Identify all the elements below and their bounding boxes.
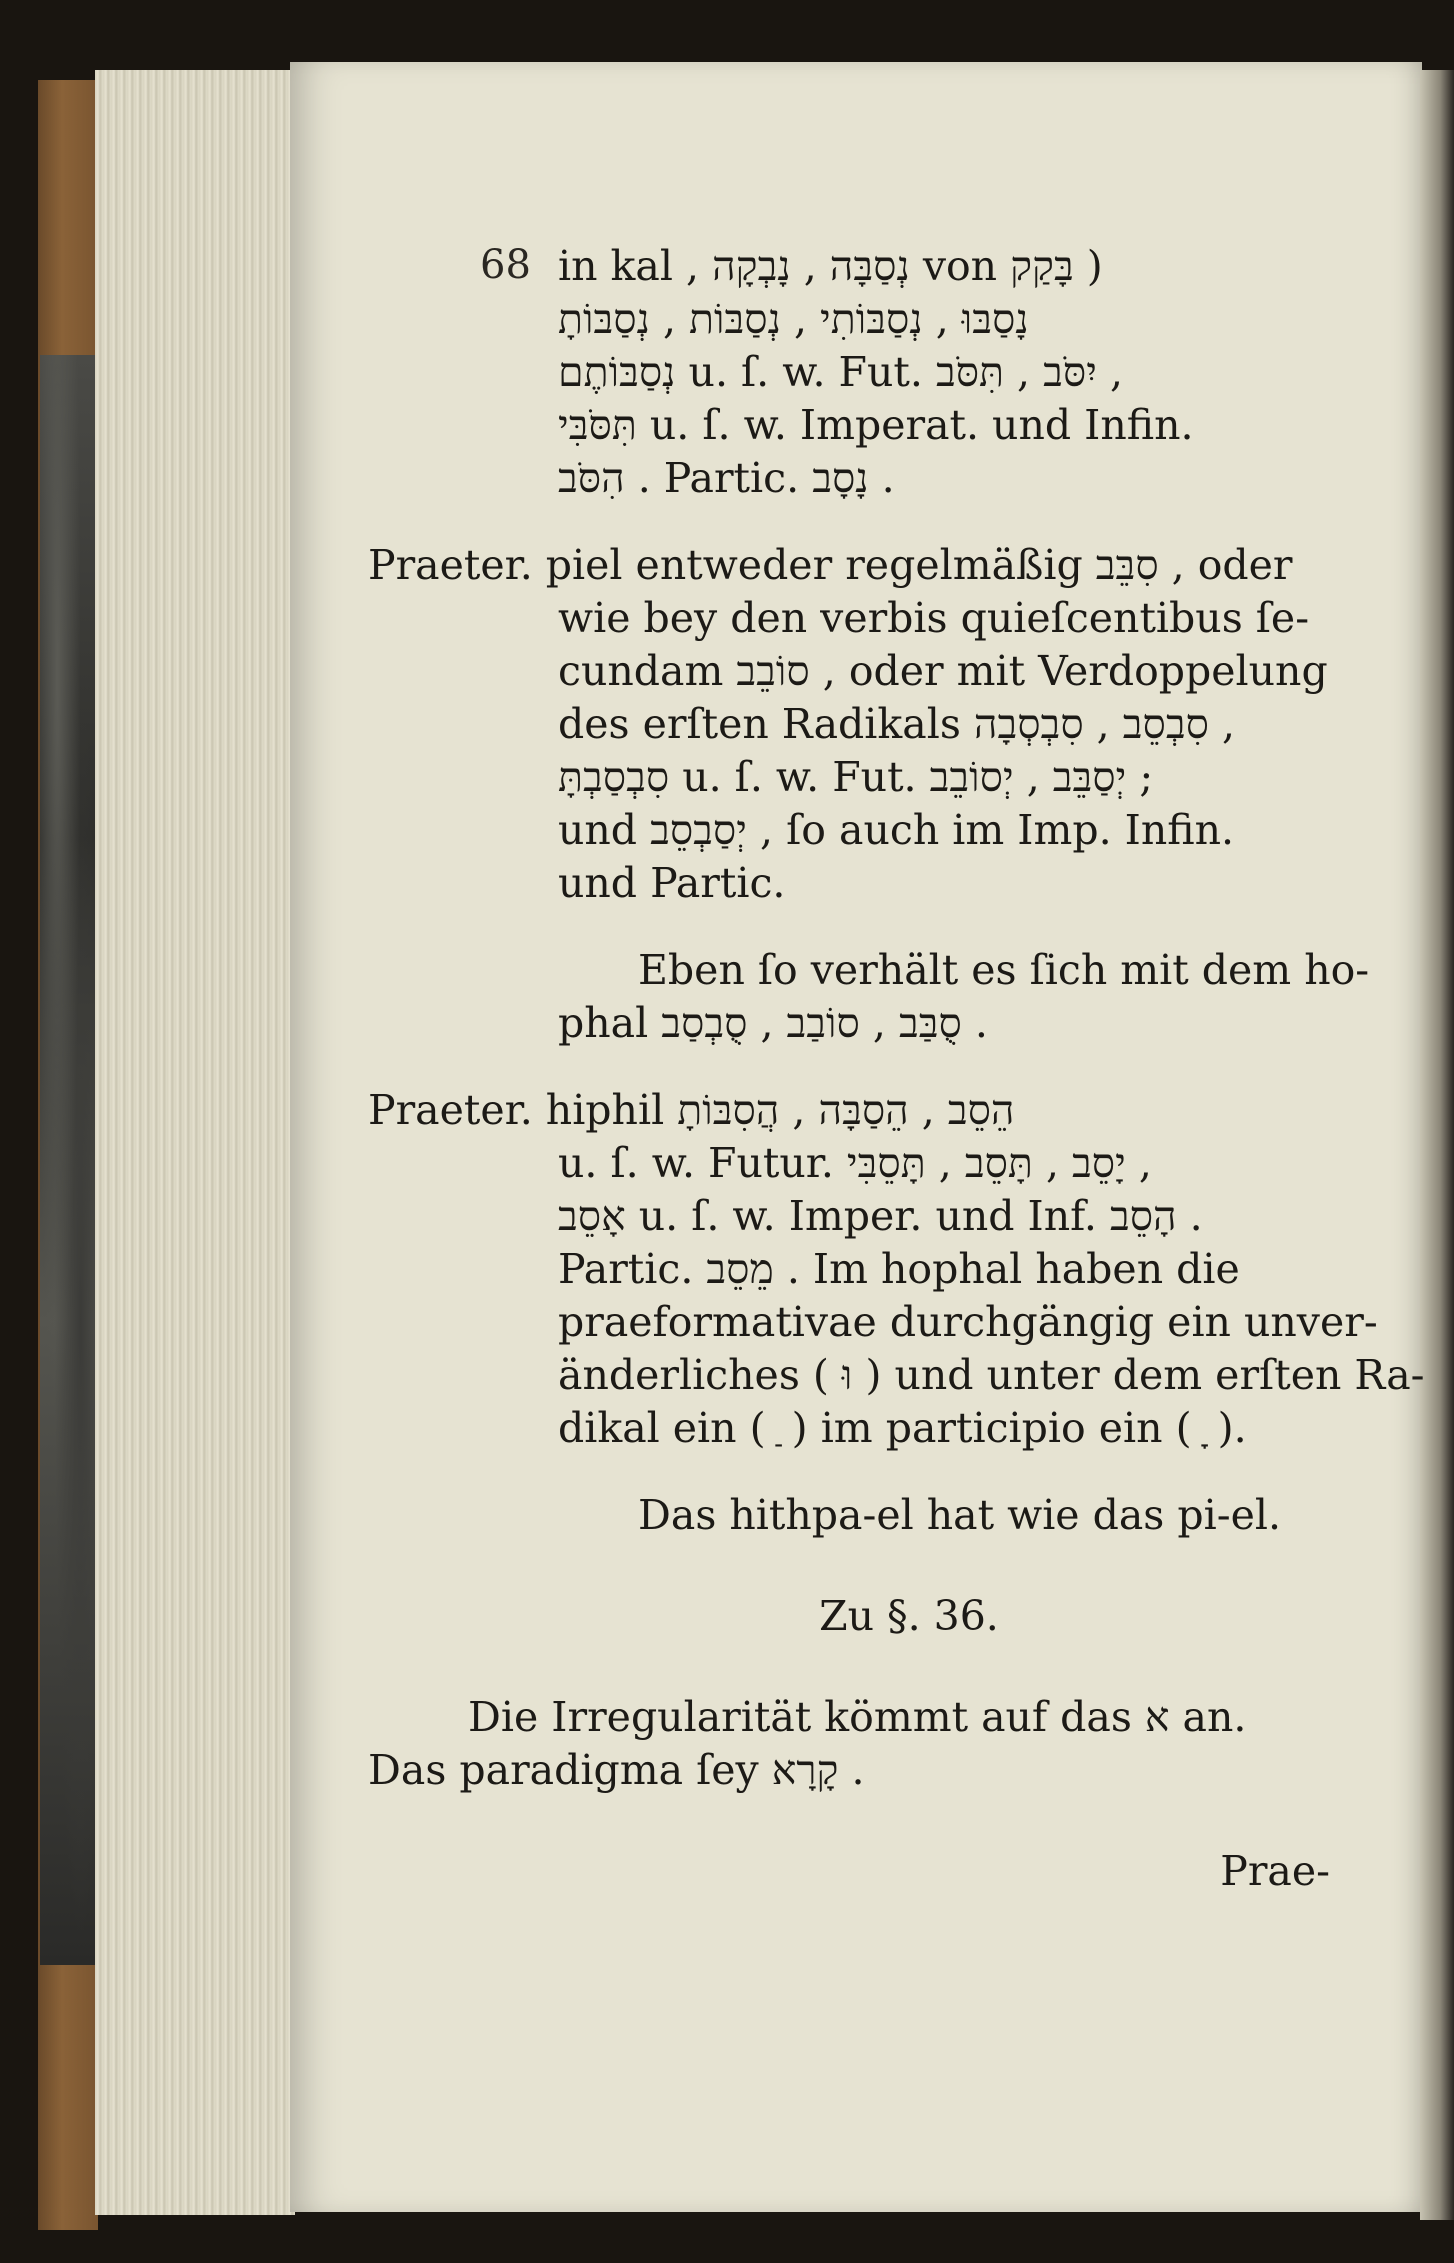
text-line: אָסֵב u. ſ. w. Imper. und Inf. הָסֵב . [558,1192,1203,1240]
marbled-endpaper [40,355,98,1965]
text-line: תִּסֹּבִּי u. ſ. w. Imperat. und Infin. [558,401,1194,449]
irregular-block [368,1691,1340,1797]
hophal-block [478,944,1370,1050]
page-number: 68 [480,242,531,288]
piel-block [368,539,1340,910]
text-line: cundam סוֹבֵב , oder mit Verdoppelung [558,647,1328,695]
text-line: Eben ſo verhält es ſich mit dem ho- [638,946,1370,994]
page-gutter-shadow [1420,70,1454,2220]
kal-block [478,240,1340,505]
hiphil-block [368,1084,1425,1455]
text-line: Partic. מֵסֵב . Im hophal haben die [558,1245,1240,1293]
text-line: des erſten Radikals סִבְסֵב , סִבְסְבָה , [558,700,1235,748]
text-line: in kal , נְסַבָּה , נָבְקָה von בָּקַק ) [558,242,1103,290]
section-heading: Zu §. 36. [819,1592,999,1640]
text-line: Das paradigma ſey קָרָא . [368,1746,865,1794]
catchword: Prae- [1220,1847,1330,1895]
text-line: und Partic. [558,859,786,907]
text-line: u. ſ. w. Futur. יָסֵב , תָּסֵב , תָּסֵבִּי , [558,1139,1152,1187]
text-line: änderliches ( וּ ) und unter dem erſten Ra- [558,1351,1425,1399]
text-line: הִסֹּב . Partic. נָסָב . [558,454,895,502]
hithpael-line: Das hithpa-el hat wie das pi-el. [638,1491,1281,1539]
text-line: נְסַבּוֹתֶם u. ſ. w. Fut. יִסֹּב , תִּסֹּב , [558,348,1124,396]
text-line: phal סֻבַּב , סוֹבַב , סֻבְסַב . [558,999,988,1047]
text-line: wie bey den verbis quieſcentibus ſe- [558,594,1310,642]
text-line: Praeter. piel entweder regelmäßig סִבֵּב , oder [368,541,1293,589]
text-line: praeformativae durchgängig ein unver- [558,1298,1378,1346]
text-line: Die Irregularität kömmt auf das א an. [468,1693,1247,1741]
text-line: dikal ein ( ַ ) im participio ein ( ָ ). [558,1404,1247,1452]
page-stack-edges [95,70,295,2215]
text-line: סִבְסַבְתָּ u. ſ. w. Fut. יְסַבֵּב , יְסוֹבֵב ; [558,753,1154,801]
page-text [368,240,1425,1898]
text-line: und יְסַבְסֵב , ſo auch im Imp. Infin. [558,806,1235,854]
text-line: Praeter. hiphil הֵסֵב , הֵסַבָּה , הֲסִבּוֹתָ [368,1086,1015,1134]
text-line: נָסַבּוּ , נְסַבּוֹתִי , נְסַבּוֹת , נְסַבּוֹתָ [558,295,1029,343]
